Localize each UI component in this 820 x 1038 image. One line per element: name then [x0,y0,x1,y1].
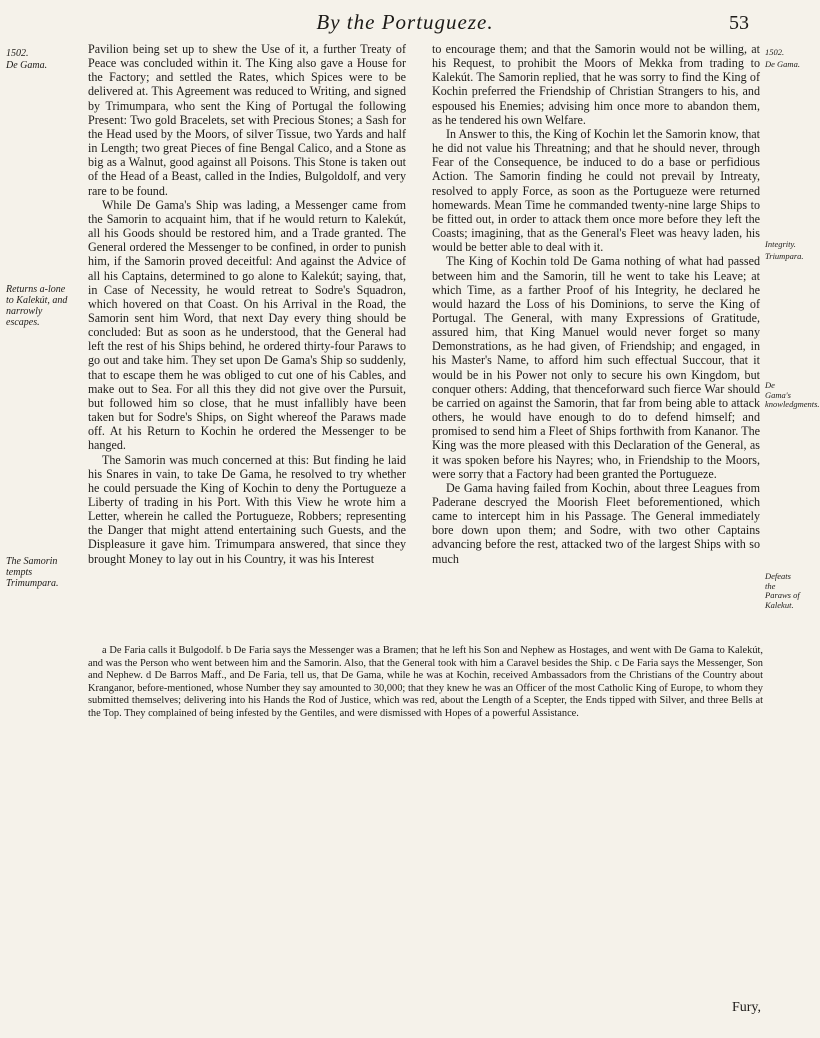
running-title: By the Portugueze. [316,10,494,34]
paragraph: Pavilion being set up to shew the Use of it, a further Treaty of Peace was concluded within it. The King also gave a House for the Factory; and settled the Rates, which Spices were to be delivered at. This Agreement was reduced to Writing, and signed by Trimumpara, who sent the King of Portugal the following Present: Two gold Bracelets, set with Precious Stones; a Sash for the Head used by the Moors, of silver Tissue, two Yards and half in Length; two great Pieces of fine Bengal Calico, and a Stone as big as a Walnut, good against all Poisons. This Stone is taken out of the Head of a Beast, called in the Indies, Bulgoldolf, and very rare to be found. [88,42,406,198]
paragraph: The Samorin was much concerned at this: But finding he laid his Snares in vain, to take De Gama, he resolved to try whether he could persuade the King of Kochin to deny the Portugueze a Liberty of trading in his Port. With this View he wrote him a Letter, wherein he called the Portugueze, Robbers; representing the Danger that might attend entertaining such Guests, and the Displeasure it gave him. Trimumpara answered, that since they brought Money to lay out in his Country, it was his Interest [88,452,406,566]
margin-note-triumpara: Triumpara. [765,251,804,261]
margin-note-integrity: Integrity. [765,239,796,249]
paragraph: The King of Kochin told De Gama nothing of what had passed between him and the Samorin, till he went to take his Leave; at which Time, as a farther Proof of his Integrity, he declared he would hazard the Loss of his Dominions, to serve the King of Portugal. The General, with many Expressions of Gratitude, assured him, that King Manuel would never forget so many Demonstrations, as he had given, of Friendship; and engaged, in his Master's Name, to afford him such effectual Succour, that it would be in his Power not only to secure his own Kingdom, but conquer others: Adding, that thenceforward such fierce War should be carried on against the Samorin, that far from being able to attack others, he would have enough to do to defend himself; and promised to send him a Fleet of Ships forthwith from Kananor. The King was the more pleased with this Declaration of the General, as it was spoken before his Nayres; who, in Friendship to the Moors, were sorry that a Factory had been granted the Portugueze. [432,254,760,481]
footnotes [88,645,763,721]
margin-year-left: 1502. [6,48,29,59]
paragraph: While De Gama's Ship was lading, a Messenger came from the Samorin to acquaint him, that if he would return to Kalekút, all his Goods should be restored him, and a Trade granted. The General ordered the Messenger to be confined, in order to punish him, if the Samorin proved deceitful: And against the Advice of all his Captains, determined to go alone to Kalekút; saying, that, in Case of Necessity, he would retreat to Sodre's Squadron, which hovered on that Coast. On his Arrival in the Road, the Samorin sent him Word, that next Day every thing should be concluded: But as soon as he understood, that the General had left the rest of his Ships behind, he ordered thirty-four Paraws to go out and take him. They set upon De Gama's Ship so suddenly, that to escape them he was obliged to cut one of his Cables, and make out to Sea. For all this they did not give over the Pursuit, but followed him so close, that he must infallibly have been taken but for Sodre's Ships, on Sight whereof the Paraws made off. At his Return to Kochin he ordered the Messenger to be hanged. [88,197,406,453]
margin-running-right: De Gama. [765,59,800,69]
margin-note-returns: Returns a-lone to Kalekút, and narrowly escapes. [6,284,68,328]
page-number: 53 [729,12,749,34]
margin-note-samorin-tempts: The Samorin tempts Trimumpara. [6,556,59,589]
margin-note-defeats: Defeats the Paraws of Kalekut. [765,571,800,610]
footnote-text: a De Faria calls it Bulgodolf. b De Faria says the Messenger was a Bramen; that he left his Son and Nephew as Hostages, and went with De Gama to Kalekút, and was the Person who went between him and the Samorin. Also, that the General took with him a Caravel besides the Ship. c De Faria says the Messenger, Son and Nephew. d De Barros Maff., and De Faria, tell us, that De Gama, while he was at Kochin, received Ambassadors from the Christians of the Country about Kranganor, before-mentioned, whose Number they say amounted to 30,000; that they knew he was an Officer of the most Catholic King of Europe, to whom they submitted themselves; delivering into his Hands the Rod of Justice, which was red, about the Length of a Scepter, the Ends tipped with Silver, and three Bells at the Top. They complained of being infested by the Gentiles, and were dismissed with Hopes of a powerful Assistance. [88,645,763,719]
paragraph: De Gama having failed from Kochin, about three Leagues from Paderane descryed the Moorish Fleet beforementioned, which came to intercept him in his Passage. The General immediately bore down upon them; and Sodre, with two other Captains advancing before the rest, attacked two of the largest Ships with so much [432,480,760,566]
paragraph: to encourage them; and that the Samorin would not be willing, at his Request, to prohibit the Moors of Mekka from trading to Kalekút. The Samorin replied, that he was sorry to find the King of Kochin preferred the Friendship of Christian Strangers to his, and espoused his Enemies; advising him once more to abandon them, as he tendered his own Welfare. [432,42,760,127]
margin-year-right: 1502. [765,47,785,57]
paragraph: In Answer to this, the King of Kochin let the Samorin know, that he did not value his Threatning; and that he should never, through Fear of the Consequence, be induced to do a base or perfidious Action. The Samorin finding he could not prevail by Intreaty, resolved to apply Force, as soon as the Portugueze were returned homewards. Mean Time he commanded twenty-nine large Ships to be fitted out, in order to attack them once more before they left the Coasts; imagining, that as the General's Fleet was heavy laden, his would be better able to deal with it. [432,126,760,255]
right-text-column [432,42,760,566]
margin-running-left: De Gama. [6,60,48,71]
running-header [0,8,801,42]
left-text-column [88,42,406,566]
catchword: Fury, [731,1000,761,1015]
margin-note-acknowledgments: De Gama's knowledgments. [765,380,820,409]
